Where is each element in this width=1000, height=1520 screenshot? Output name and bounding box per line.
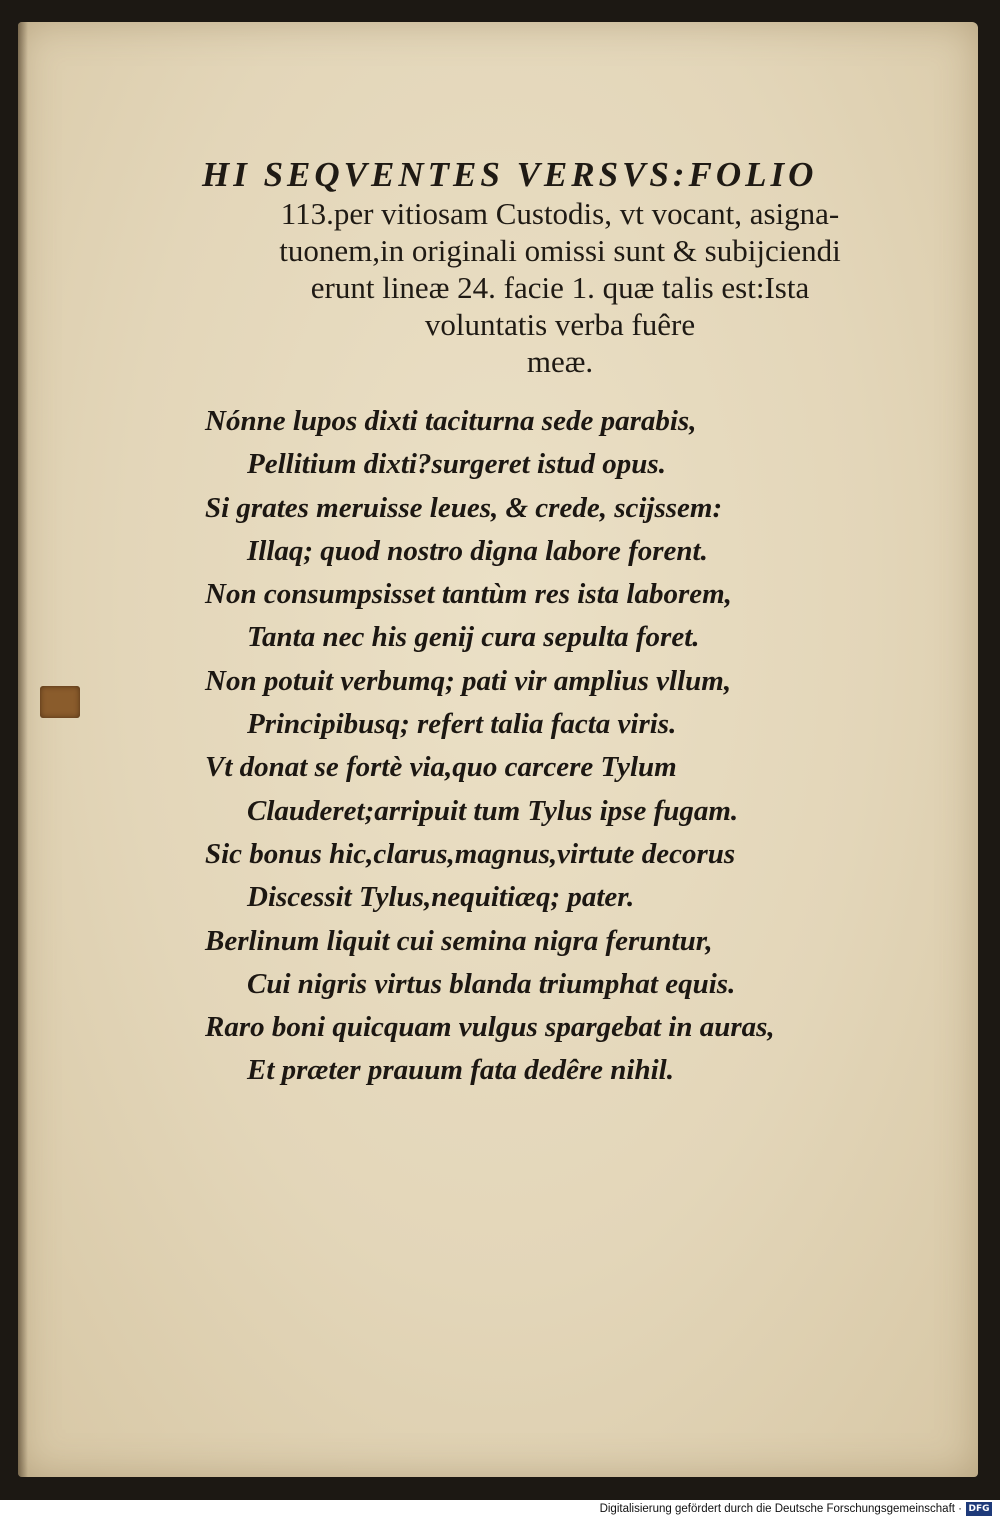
verse-line: Illaq; quod nostro digna labore forent. <box>247 534 708 567</box>
verse-line: Pellitium dixti?surgeret istud opus. <box>247 448 666 481</box>
verse-line: Principibusq; refert talia facta viris. <box>247 708 677 741</box>
verse-line: Tanta nec his genij cura sepulta foret. <box>247 621 700 654</box>
heading-line <box>180 195 940 232</box>
verse-line: Nónne lupos dixti taciturna sede parabis, <box>205 405 697 437</box>
verse-line: Vt donat se fortè via,quo carcere Tylum <box>205 751 677 784</box>
verse-line: Non potuit verbumq; pati vir amplius vllum, <box>205 664 732 697</box>
verse-line: Discessit Tylus,nequitiæq; pater. <box>247 881 635 914</box>
heading-caps-line: HI SEQVENTES VERSVS:FOLIO <box>202 155 818 194</box>
verse-line: Clauderet;arripuit tum Tylus ipse fugam. <box>247 794 739 827</box>
verse-line: Berlinum liquit cui semina nigra feruntur, <box>205 924 713 957</box>
heading-line <box>180 232 940 269</box>
heading-line: meæ. <box>526 344 594 379</box>
verse-line: Non consumpsisset tantùm res ista laborem, <box>205 578 732 611</box>
verse-line: Cui nigris virtus blanda triumphat equis. <box>247 967 736 1000</box>
verse-line: Raro boni quicquam vulgus spargebat in auras, <box>205 1011 775 1044</box>
tab-marker <box>40 686 80 718</box>
heading-line-1b: tuonem,in originali omissi sunt & subijciendi <box>279 233 841 268</box>
verse-line: Si grates meruisse leues, & crede, scijssem: <box>205 491 723 524</box>
verse-line: Sic bonus hic,clarus,magnus,virtute decorus <box>205 837 736 870</box>
heading-line: voluntatis verba fuêre <box>424 307 696 342</box>
verse-block <box>205 400 845 1093</box>
page-heading <box>180 155 940 380</box>
dfg-logo: DFG <box>966 1502 992 1516</box>
digitization-credit: Digitalisierung gefördert durch die Deutsche Forschungsgemeinschaft · <box>599 1503 962 1515</box>
verse-line: Et præter prauum fata dedêre nihil. <box>247 1054 674 1087</box>
heading-line-1a: 113.per vitiosam Custodis, vt vocant, asigna- <box>280 196 840 231</box>
heading-line: erunt lineæ 24. facie 1. quæ talis est:Ista <box>310 270 810 305</box>
page-edge-shadow <box>18 22 28 1477</box>
